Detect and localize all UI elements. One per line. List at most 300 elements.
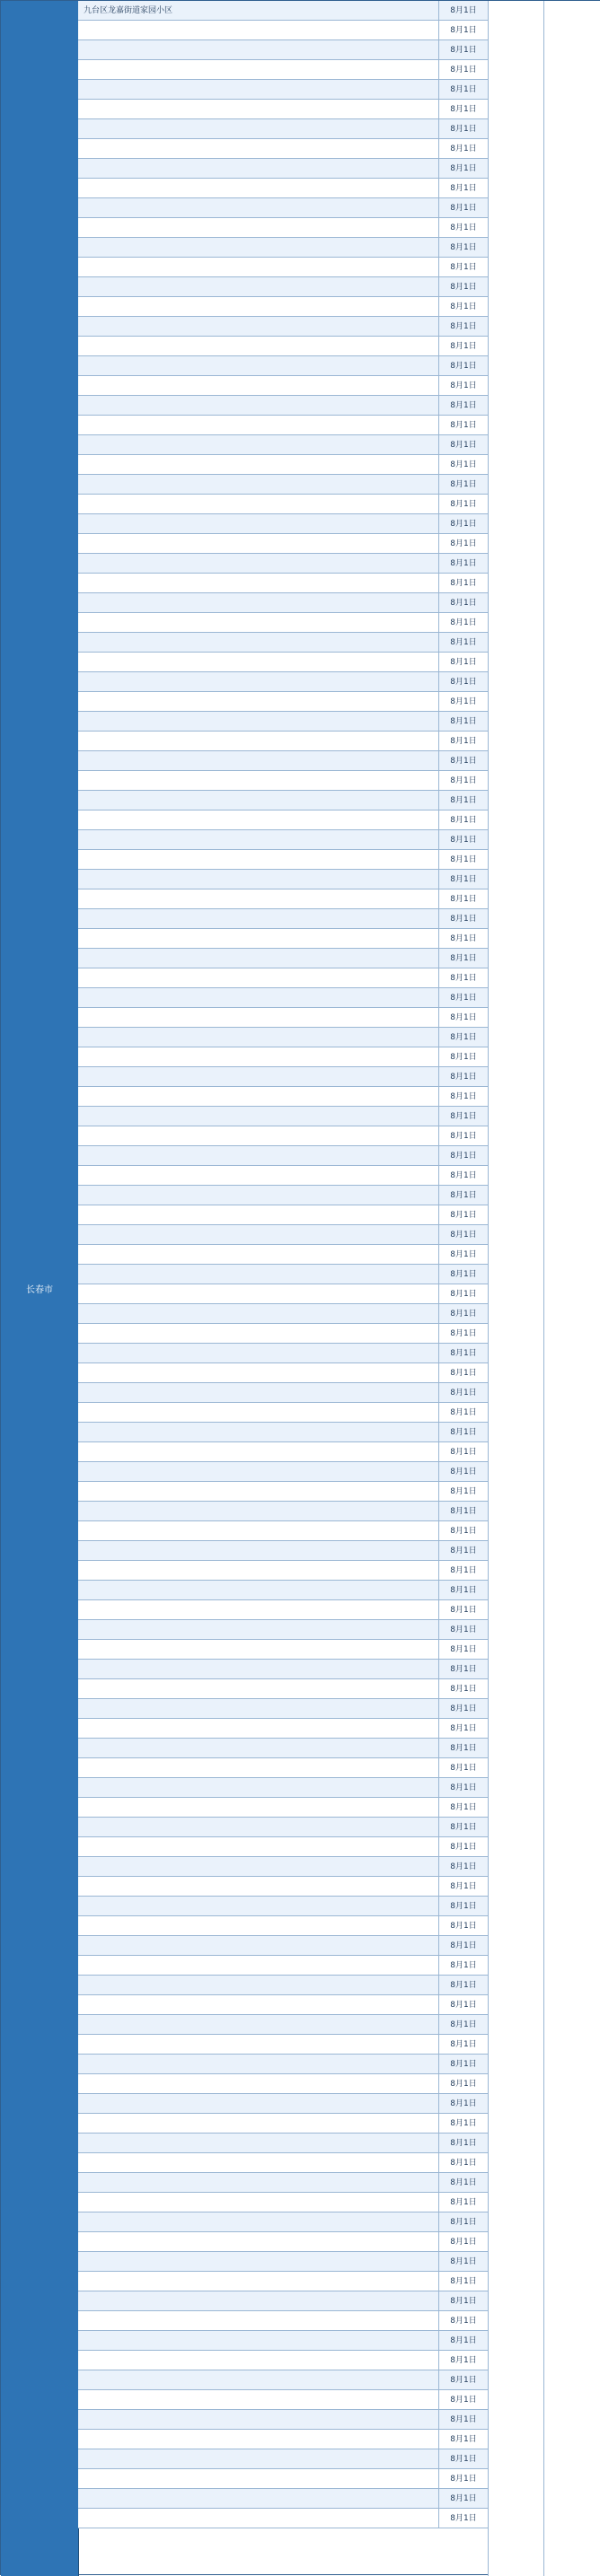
date-cell: 8月1日: [450, 1764, 477, 1773]
date-cell: 8月1日: [450, 1546, 477, 1555]
location-cell: [78, 455, 439, 474]
table-row: [78, 653, 488, 672]
table-row: [78, 850, 488, 870]
location-cell: [78, 751, 439, 770]
table-row: [78, 139, 488, 159]
location-cell: [78, 672, 439, 691]
location-cell: [78, 376, 439, 395]
location-cell: [78, 712, 439, 731]
table-row: [78, 1482, 488, 1502]
table-row: [78, 119, 488, 139]
table-row: [78, 909, 488, 929]
date-cell: 8月1日: [450, 1507, 477, 1516]
date-cell: 8月1日: [450, 381, 477, 390]
table-row: [78, 198, 488, 218]
table-row: [78, 2252, 488, 2272]
location-cell: [78, 1225, 439, 1244]
date-cell: 8月1日: [450, 1053, 477, 1062]
date-cell: 8月1日: [450, 1783, 477, 1792]
location-cell: [78, 475, 439, 494]
location-cell: [78, 870, 439, 889]
location-cell: [78, 1916, 439, 1935]
location-cell: [78, 2351, 439, 2370]
date-cell: 8月1日: [450, 2475, 477, 2484]
date-cell: 8月1日: [450, 2455, 477, 2464]
date-cell: 8月1日: [450, 105, 477, 114]
table-row: [78, 218, 488, 238]
table-row: [78, 2193, 488, 2212]
table-row: [78, 2331, 488, 2351]
date-cell: 8月1日: [450, 599, 477, 608]
location-cell: [78, 179, 439, 197]
table-row: [78, 751, 488, 771]
date-cell: 8月1日: [450, 1665, 477, 1674]
location-cell: [78, 40, 439, 59]
date-cell: 8月1日: [450, 2139, 477, 2148]
table-row: [78, 1660, 488, 1679]
location-cell: [78, 2311, 439, 2330]
table-row: [78, 830, 488, 850]
date-cell: 8月1日: [450, 362, 477, 371]
date-cell: 8月1日: [450, 2198, 477, 2207]
location-cell: [78, 2232, 439, 2251]
location-cell: [78, 1008, 439, 1027]
date-cell: 8月1日: [450, 85, 477, 94]
location-cell: [78, 988, 439, 1007]
location-cell: [78, 1363, 439, 1382]
table-row: [78, 574, 488, 593]
location-cell: [78, 1146, 439, 1165]
location-cell: [78, 2430, 439, 2449]
table-row: [78, 2114, 488, 2134]
location-cell: [78, 1877, 439, 1896]
date-cell: 8月1日: [450, 678, 477, 687]
table-row: [78, 771, 488, 791]
location-cell: [78, 850, 439, 869]
date-cell: 8月1日: [450, 1250, 477, 1259]
date-cell: 8月1日: [450, 737, 477, 746]
table-row: [78, 2094, 488, 2114]
location-cell: [78, 1699, 439, 1718]
date-cell: 8月1日: [450, 164, 477, 173]
date-cell: 8月1日: [450, 1073, 477, 1082]
location-cell: [78, 2252, 439, 2271]
location-cell: [78, 1758, 439, 1777]
table-row: [78, 60, 488, 80]
table-row: [78, 1087, 488, 1107]
date-cell: 8月1日: [450, 1566, 477, 1575]
table-row: [78, 593, 488, 613]
location-cell: [78, 909, 439, 928]
table-row: [78, 416, 488, 435]
date-cell: 8月1日: [450, 1606, 477, 1615]
location-cell: [78, 1403, 439, 1422]
location-cell: [78, 297, 439, 316]
date-cell: 8月1日: [450, 618, 477, 627]
date-cell: 8月1日: [450, 2415, 477, 2424]
date-cell: 8月1日: [450, 500, 477, 509]
location-cell: [78, 1521, 439, 1540]
date-cell: 8月1日: [450, 1013, 477, 1022]
location-cell: [78, 1067, 439, 1086]
date-cell: 8月1日: [450, 2099, 477, 2108]
location-cell: [78, 1719, 439, 1738]
date-cell: 8月1日: [450, 66, 477, 74]
location-cell: [78, 1541, 439, 1560]
location-cell: [78, 2291, 439, 2310]
date-cell: 8月1日: [450, 1191, 477, 1200]
table-row: [78, 1324, 488, 1344]
date-cell: 8月1日: [450, 1389, 477, 1398]
date-cell: 8月1日: [450, 1961, 477, 1970]
table-row: [78, 949, 488, 968]
date-cell: 8月1日: [450, 1862, 477, 1871]
location-cell: [78, 633, 439, 652]
table-row: [78, 1028, 488, 1047]
location-cell: [78, 2094, 439, 2113]
location-cell: [78, 1324, 439, 1343]
location-cell: [78, 830, 439, 849]
table-row: [78, 1047, 488, 1067]
location-cell: [78, 1739, 439, 1757]
date-cell: 8月1日: [450, 1112, 477, 1121]
location-cell: [78, 1423, 439, 1441]
table-row: [78, 1561, 488, 1581]
location-cell: [78, 435, 439, 454]
date-cell: 8月1日: [450, 974, 477, 983]
date-cell: 8月1日: [450, 697, 477, 706]
date-cell: 8月1日: [450, 2020, 477, 2029]
location-cell: [78, 396, 439, 415]
table-row: [78, 455, 488, 475]
table-row: [78, 1798, 488, 1818]
table-row: [78, 2311, 488, 2331]
table-row: [78, 1857, 488, 1877]
table-row: [78, 1107, 488, 1126]
table-row: [78, 475, 488, 495]
location-cell: [78, 534, 439, 553]
location-cell: [78, 159, 439, 178]
location-cell: [78, 1600, 439, 1619]
location-cell: [78, 1837, 439, 1856]
table-row: [78, 1126, 488, 1146]
location-cell: [78, 1561, 439, 1580]
location-cell: [78, 1679, 439, 1698]
location-cell: [78, 258, 439, 276]
table-row: [78, 40, 488, 60]
date-cell: 8月1日: [450, 994, 477, 1003]
date-cell: 8月1日: [450, 125, 477, 134]
location-cell: [78, 60, 439, 79]
table-row: [78, 396, 488, 416]
table-row: [78, 1620, 488, 1640]
table-row: [78, 1719, 488, 1739]
location-cell: [78, 2114, 439, 2133]
date-cell: 8月1日: [450, 1704, 477, 1713]
table-row: [78, 889, 488, 909]
table-row: [78, 435, 488, 455]
merged-cell-a: [488, 1, 544, 2576]
location-cell: [78, 100, 439, 118]
table-row: [78, 870, 488, 889]
date-cell: 8月1日: [450, 1329, 477, 1338]
table-row: [78, 2015, 488, 2035]
location-cell: [78, 2173, 439, 2192]
location-cell: [78, 692, 439, 711]
location-cell: [78, 1205, 439, 1224]
table-row: [78, 495, 488, 514]
location-cell: [78, 2390, 439, 2409]
date-cell: 8月1日: [450, 875, 477, 884]
date-cell: 8月1日: [450, 302, 477, 311]
date-cell: 8月1日: [450, 1527, 477, 1536]
location-cell: [78, 21, 439, 39]
location-cell: [78, 495, 439, 513]
location-cell: [78, 198, 439, 217]
table-row: [78, 1166, 488, 1186]
location-cell: [78, 2015, 439, 2034]
table-row: [78, 376, 488, 396]
table-row: [78, 988, 488, 1008]
date-cell: 8月1日: [450, 2060, 477, 2069]
location-cell: [78, 653, 439, 671]
table-row: [78, 1837, 488, 1857]
date-cell: 8月1日: [450, 934, 477, 943]
date-cell: 8月1日: [450, 2040, 477, 2049]
table-row: [78, 1502, 488, 1521]
location-cell: [78, 593, 439, 612]
table-row: [78, 1, 488, 21]
location-cell: [78, 1620, 439, 1639]
table-row: [78, 1758, 488, 1778]
table-row: [78, 2074, 488, 2094]
date-cell: 8月1日: [450, 2297, 477, 2306]
date-cell: 8月1日: [450, 2317, 477, 2326]
date-cell: 8月1日: [450, 1349, 477, 1358]
date-cell: 8月1日: [450, 243, 477, 252]
location-cell: [78, 238, 439, 257]
table-row: [78, 1976, 488, 1995]
location-cell: [78, 317, 439, 336]
table-row: [78, 2134, 488, 2153]
date-cell: 8月1日: [450, 757, 477, 766]
date-cell: 8月1日: [450, 1211, 477, 1220]
table-row: [78, 356, 488, 376]
location-cell: [78, 1660, 439, 1678]
date-cell: 8月1日: [450, 2494, 477, 2503]
location-cell: [78, 1798, 439, 1817]
location-cell: [78, 1897, 439, 1915]
date-cell: 8月1日: [450, 1310, 477, 1319]
date-cell: 8月1日: [450, 441, 477, 450]
table-row: [78, 2351, 488, 2370]
table-row: [78, 810, 488, 830]
date-cell: 8月1日: [450, 895, 477, 904]
date-cell: 8月1日: [450, 421, 477, 430]
location-cell: [78, 1778, 439, 1797]
table-row: [78, 1442, 488, 1462]
location-cell: [78, 554, 439, 573]
table-row: [78, 929, 488, 949]
table-row: [78, 732, 488, 751]
date-cell: 8月1日: [450, 1369, 477, 1378]
date-cell: 8月1日: [450, 2514, 477, 2523]
location-cell: [78, 2272, 439, 2291]
location-cell: [78, 1047, 439, 1066]
date-cell: 8月1日: [450, 1171, 477, 1180]
table-row: [78, 1403, 488, 1423]
table-row: [78, 258, 488, 277]
table-row: [78, 1995, 488, 2015]
date-cell: 8月1日: [450, 1132, 477, 1141]
location-cell: [78, 1995, 439, 2014]
location-cell: [78, 929, 439, 948]
date-cell: 8月1日: [450, 1724, 477, 1733]
table-row: [78, 633, 488, 653]
table-row: [78, 613, 488, 633]
table-row: [78, 1679, 488, 1699]
location-cell: [78, 613, 439, 632]
table-row: [78, 100, 488, 119]
location-cell: [78, 277, 439, 296]
date-cell: 8月1日: [450, 2435, 477, 2444]
location-cell: [78, 2153, 439, 2172]
date-cell: 8月1日: [450, 2257, 477, 2266]
location-cell: [78, 1186, 439, 1205]
table-row: [78, 1146, 488, 1166]
location-cell: [78, 2212, 439, 2231]
location-cell: [78, 574, 439, 592]
date-cell: 8月1日: [450, 145, 477, 153]
table-row: [78, 1521, 488, 1541]
location-cell: [78, 337, 439, 355]
table-row: [78, 1205, 488, 1225]
table-row: [78, 1699, 488, 1719]
date-cell: 8月1日: [450, 1685, 477, 1694]
table-row: [78, 2232, 488, 2252]
table-row: [78, 1778, 488, 1798]
location-cell: [78, 2035, 439, 2054]
table-row: [78, 2035, 488, 2055]
location-cell: [78, 2074, 439, 2093]
table-row: [78, 1640, 488, 1660]
table-row: [78, 1739, 488, 1758]
location-cell: [78, 1087, 439, 1106]
date-cell: 8月1日: [450, 1843, 477, 1852]
location-cell: [78, 791, 439, 810]
table-row: [78, 1008, 488, 1028]
location-cell: [78, 1245, 439, 1264]
location-cell: [78, 1304, 439, 1323]
table-row: [78, 1581, 488, 1600]
date-cell: 8月1日: [450, 539, 477, 548]
date-cell: 8月1日: [450, 2336, 477, 2345]
table-row: [78, 1936, 488, 1956]
date-cell: 8月1日: [450, 796, 477, 805]
city-column: [1, 1, 79, 2576]
date-cell: 8月1日: [450, 322, 477, 331]
location-cell: [78, 80, 439, 99]
table-row: [78, 1265, 488, 1284]
location-cell: [78, 1284, 439, 1303]
date-cell: 8月1日: [450, 1487, 477, 1496]
date-cell: 8月1日: [450, 1902, 477, 1911]
date-cell: 8月1日: [450, 836, 477, 845]
location-cell: [78, 1166, 439, 1185]
table-row: [78, 297, 488, 317]
table-row: [78, 2055, 488, 2074]
date-cell: 8月1日: [450, 26, 477, 35]
date-cell: 8月1日: [450, 1468, 477, 1476]
table-row: [78, 692, 488, 712]
date-cell: 8月1日: [450, 480, 477, 489]
date-cell: 8月1日: [450, 2376, 477, 2385]
location-cell: [78, 1442, 439, 1461]
table-row: [78, 2212, 488, 2232]
date-cell: 8月1日: [450, 1981, 477, 1990]
table-row: [78, 514, 488, 534]
date-cell: 8月1日: [450, 816, 477, 825]
location-cell: [78, 1028, 439, 1047]
location-table: [78, 1, 488, 2528]
table-row: [78, 1818, 488, 1837]
table-row: [78, 277, 488, 297]
date-cell: 8月1日: [450, 1586, 477, 1595]
table-row: [78, 1541, 488, 1561]
table-row: [78, 1245, 488, 1265]
date-cell: 8月1日: [450, 638, 477, 647]
table-row: [78, 2489, 488, 2509]
date-cell: 8月1日: [450, 915, 477, 924]
date-cell: 8月1日: [450, 1941, 477, 1950]
date-cell: 8月1日: [450, 401, 477, 410]
date-cell: 8月1日: [450, 6, 477, 15]
date-cell: 8月1日: [450, 1231, 477, 1240]
table-row: [78, 2469, 488, 2489]
location-cell: [78, 356, 439, 375]
table-row: [78, 1186, 488, 1205]
table-row: [78, 2509, 488, 2528]
date-cell: 8月1日: [450, 1033, 477, 1042]
date-cell: 8月1日: [450, 1744, 477, 1753]
table-row: [78, 2430, 488, 2449]
location-cell: [78, 771, 439, 790]
date-cell: 8月1日: [450, 184, 477, 193]
date-cell: 8月1日: [450, 460, 477, 469]
table-row: [78, 2390, 488, 2410]
table-row: [78, 2370, 488, 2390]
table-row: [78, 238, 488, 258]
location-cell: [78, 1126, 439, 1145]
location-cell: [78, 1383, 439, 1402]
date-cell: 8月1日: [450, 1645, 477, 1654]
table-row: [78, 554, 488, 574]
date-cell: 8月1日: [450, 2356, 477, 2365]
date-cell: 8月1日: [450, 2178, 477, 2187]
location-cell: [78, 1936, 439, 1955]
table-row: [78, 2173, 488, 2193]
date-cell: 8月1日: [450, 579, 477, 588]
date-cell: 8月1日: [450, 855, 477, 864]
date-cell: 8月1日: [450, 2119, 477, 2128]
location-cell: [78, 1482, 439, 1501]
location-cell: [78, 218, 439, 237]
location-cell: [78, 1956, 439, 1975]
location-cell: [78, 2134, 439, 2152]
location-cell: [78, 1857, 439, 1876]
date-cell: 8月1日: [450, 46, 477, 55]
date-cell: 8月1日: [450, 2080, 477, 2089]
